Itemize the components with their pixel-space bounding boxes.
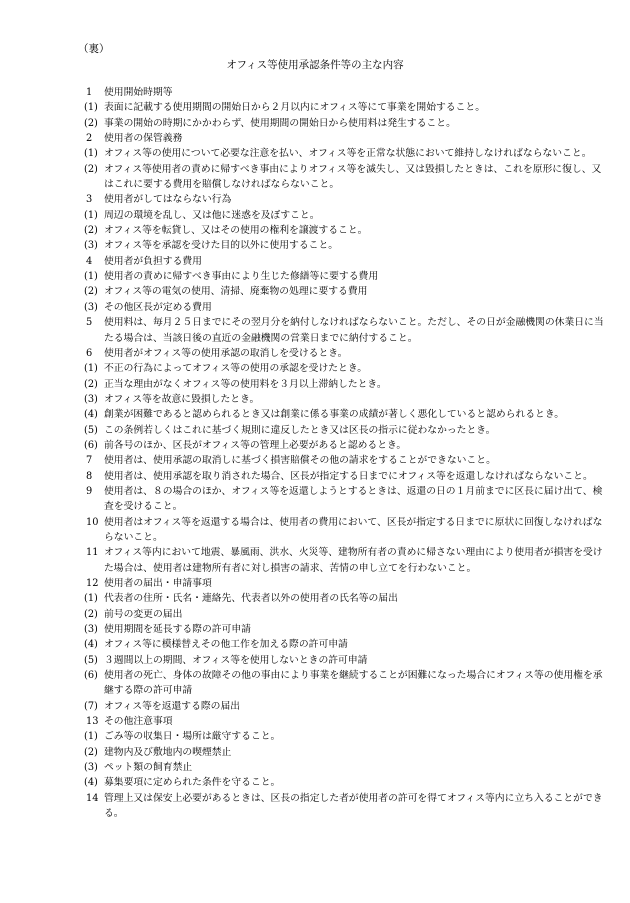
section-number: 7 [86,455,93,467]
section-heading-text: 使用者が負担する費用 [104,255,202,267]
item-text: ごみ等の収集日・場所は厳守すること。 [104,731,281,743]
section-heading [86,192,606,207]
section-heading-text: 管理上又は保安上必要があるときは、区長の指定した者が使用者の許可を得てオフィス等内に立ち入ることができる。 [104,792,603,820]
list-item [84,668,606,699]
section-heading [86,254,606,269]
list-item [84,146,606,161]
item-text: 使用者の責めに帰すべき事由により生じた修繕等に要する費用 [104,271,379,283]
item-text: オフィス等に模様替えその他工作を加える際の許可申請 [104,639,348,651]
item-text: オフィス等を故意に毀損したとき。 [104,393,260,405]
item-text: オフィス等を承認を受けた目的以外に使用すること。 [104,240,339,252]
section-heading [86,576,606,591]
item-number: (3) [84,240,98,252]
item-text: 周辺の環境を乱し、又は他に迷惑を及ぼすこと。 [104,209,320,221]
section-heading [86,453,606,468]
section-heading [86,791,606,822]
list-item [84,729,606,744]
item-number: (1) [84,593,98,605]
list-item [84,361,606,376]
item-number: (4) [84,777,98,789]
section-number: 4 [86,255,93,267]
item-number: (2) [84,608,98,620]
section-heading-text: 使用者は、使用承認の取消しに基づく損害賠償その他の請求をすることができないこと。 [104,455,496,467]
section-number: 2 [86,133,93,145]
item-text: 募集要項に定められた条件を守ること。 [104,777,281,789]
list-item [84,591,606,606]
item-text: 使用期間を延長する際の許可申請 [104,624,251,636]
section-12 [86,576,606,714]
list-item [84,238,606,253]
item-number: (1) [84,731,98,743]
list-item [84,622,606,637]
item-text: 正当な理由がなくオフィス等の使用料を３月以上滞納したとき。 [104,378,387,390]
item-number: (2) [84,286,98,298]
list-item [84,407,606,422]
section-number: 12 [86,578,99,589]
list-item [84,392,606,407]
section-heading [86,131,606,146]
list-item [84,775,606,790]
item-text: 前各号のほか、区長がオフィス等の管理上必要があると認めるとき。 [104,439,407,451]
list-item [84,100,606,115]
item-number: (2) [84,117,98,129]
section-13 [86,714,606,791]
list-item [84,745,606,760]
section-heading-text: 使用開始時期等 [104,87,173,98]
section-heading-text: 使用者の保管義務 [104,133,183,145]
section-heading [86,515,606,546]
section-1 [86,85,606,131]
item-text: 使用者の死亡、身体の故障その他の事由により事業を継続することが困難になった場合にオフィス等の使用権を承継する際の許可申請 [104,670,603,697]
item-text: 代表者の住所・氏名・連絡先、代表者以外の使用者の氏名等の届出 [104,593,398,605]
section-number: 13 [86,716,99,728]
item-text: ３週間以上の期間、オフィス等を使用しないときの許可申請 [104,654,368,666]
item-text: 不正の行為によってオフィス等の使用の承認を受けたとき。 [104,363,368,375]
section-heading-text: 使用料は、毎月２５日までにその翌月分を納付しなければならないこと。ただし、その日が金融機関の休業日に当たる場合は、当該日後の直近の金融機関の営業日までに納付すること。 [104,317,604,344]
item-number: (5) [84,654,98,666]
section-heading-text: 使用者の届出・申請事項 [104,578,212,589]
section-heading-text: その他注意事項 [104,716,173,728]
section-2 [86,131,606,192]
conditions-list [86,85,606,822]
item-text: 表面に記載する使用期間の開始日から２月以内にオフィス等にて事業を開始すること。 [104,102,485,114]
list-item [84,760,606,775]
item-number: (4) [84,409,98,421]
item-text: 建物内及び敷地内の喫煙禁止 [104,746,232,758]
section-number: 6 [86,347,93,359]
section-heading [86,484,606,515]
section-number: 3 [86,194,93,206]
list-item [84,116,606,131]
item-text: 前号の変更の届出 [104,608,183,620]
section-number: 9 [86,485,93,497]
list-item [84,423,606,438]
section-8 [86,469,606,484]
list-item [84,208,606,223]
list-item [84,637,606,652]
section-number: 10 [86,516,99,528]
item-text: オフィス等の電気の使用、清掃、廃棄物の処理に要する費用 [104,286,368,298]
section-number: 1 [86,87,93,98]
section-heading-text: 使用者は、８の場合のほか、オフィス等を返還しようとするときは、返還の日の１月前までに区長に届け出て、検査を受けること。 [104,485,603,513]
section-heading-text: 使用者は、使用承認を取り消された場合、区長が指定する日までにオフィス等を返還しなければならないこと。 [104,470,593,482]
section-number: 8 [86,470,93,482]
list-item [84,607,606,622]
section-heading [86,545,606,576]
section-14 [86,791,606,822]
item-text: オフィス等を転貸し、又はその使用の権利を譲渡すること。 [104,225,368,237]
section-3 [86,192,606,253]
item-number: (1) [84,148,98,160]
section-heading [86,346,606,361]
section-6 [86,346,606,453]
item-number: (1) [84,209,98,221]
section-7 [86,453,606,468]
list-item [84,653,606,668]
item-text: オフィス等を返還する際の届出 [104,700,241,712]
section-5 [86,315,606,346]
item-number: (3) [84,762,98,774]
item-number: (1) [84,102,98,114]
section-11 [86,545,606,576]
item-text: その他区長が定める費用 [104,301,212,313]
item-text: ペット類の飼育禁止 [104,762,193,774]
item-text: 創業が困難であると認められるとき又は創業に係る事業の成績が著しく悪化していると認められるとき。 [104,409,565,421]
section-heading-text: 使用者はオフィス等を返還する場合は、使用者の費用において、区長が指定する日までに原状に回復しなければならないこと。 [104,516,603,543]
section-heading [86,315,606,346]
item-number: (3) [84,393,98,405]
item-number: (2) [84,378,98,390]
list-item [84,284,606,299]
item-text: オフィス等使用者の責めに帰すべき事由によりオフィス等を滅失し、又は毀損したときは、これを原形に復し、又はこれに要する費用を賠償しなければならないこと。 [104,163,602,191]
item-number: (2) [84,225,98,237]
list-item [84,377,606,392]
section-number: 11 [86,547,99,559]
section-heading-text: オフィス等内において地震、暴風雨、洪水、火災等、建物所有者の責めに帰さない理由により使用者が損害を受けた場合は、使用者は建物所有者に対し損害の請求、苦情の申し立てを行わないこと。 [104,547,603,574]
section-number: 5 [86,317,93,329]
item-number: (3) [84,624,98,636]
item-number: (2) [84,746,98,758]
item-number: (4) [84,639,98,651]
list-item [84,438,606,453]
section-heading [86,469,606,484]
list-item [84,300,606,315]
item-number: (7) [84,700,98,712]
item-number: (6) [84,670,98,682]
section-heading-text: 使用者がしてはならない行為 [104,194,232,206]
item-number: (2) [84,163,98,175]
item-text: 事業の開始の時期にかかわらず、使用期間の開始日から使用料は発生すること。 [104,117,456,129]
list-item [84,162,606,193]
section-number: 14 [86,792,99,804]
reverse-side-label: （裏） [78,43,110,55]
section-9 [86,484,606,515]
document-title: オフィス等使用承認条件等の主な内容 [226,59,404,71]
item-text: この条例若しくはこれに基づく規則に違反したとき又は区長の指示に従わなかったとき。 [104,424,496,436]
item-text: オフィス等の使用について必要な注意を払い、オフィス等を正常な状態において維持しなければならないこと。 [104,148,592,160]
item-number: (6) [84,439,98,451]
item-number: (1) [84,363,98,375]
item-number: (1) [84,271,98,283]
section-heading [86,85,606,100]
section-10 [86,515,606,546]
section-heading [86,714,606,729]
item-number: (5) [84,424,98,436]
section-4 [86,254,606,315]
list-item [84,223,606,238]
list-item [84,269,606,284]
item-number: (3) [84,301,98,313]
list-item [84,699,606,714]
section-heading-text: 使用者がオフィス等の使用承認の取消しを受けるとき。 [104,347,348,359]
